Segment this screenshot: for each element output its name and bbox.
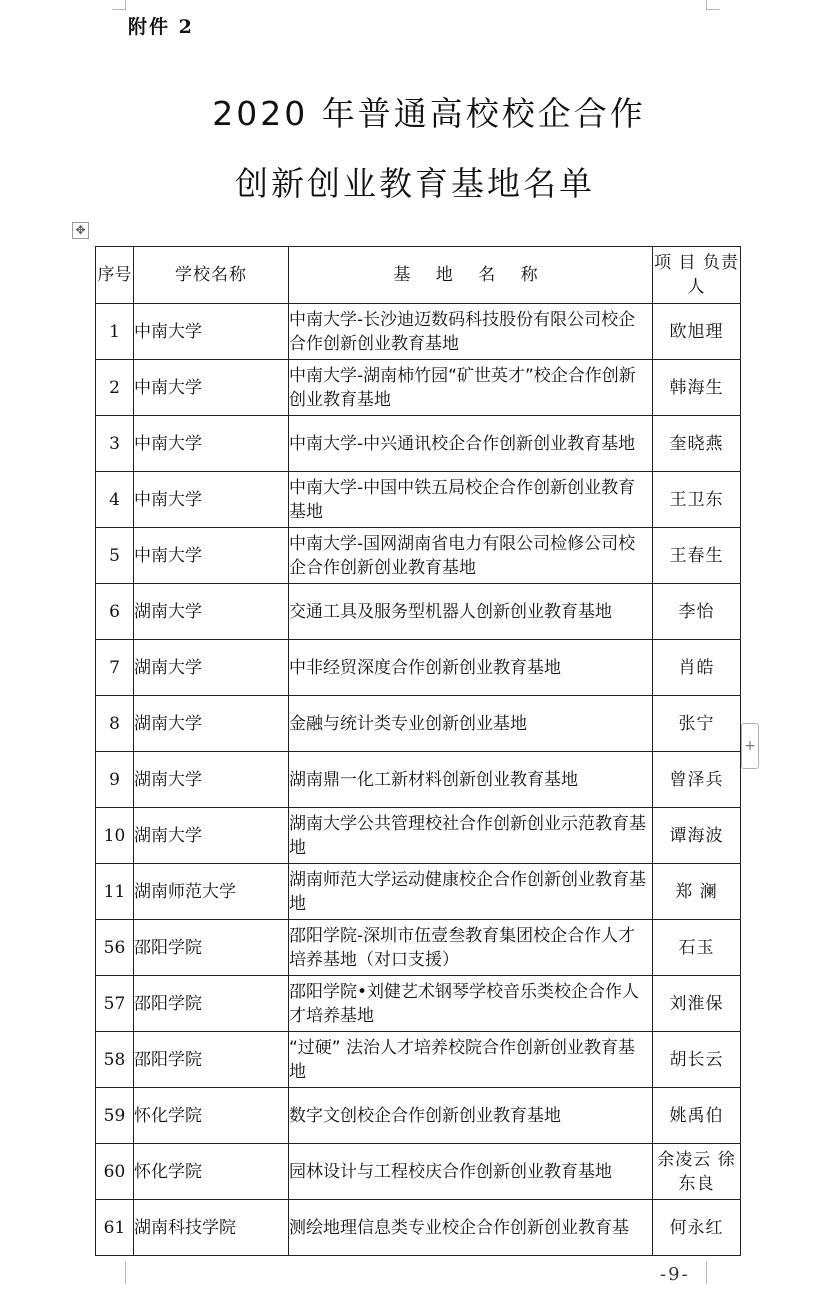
cell-base: 中南大学-长沙迪迈数码科技股份有限公司校企合作创新创业教育基地 (289, 304, 653, 360)
cell-leader: 石玉 (653, 920, 741, 976)
cell-school: 中南大学 (134, 416, 289, 472)
cell-base: 邵阳学院•刘健艺术钢琴学校音乐类校企合作人才培养基地 (289, 976, 653, 1032)
cell-school: 怀化学院 (134, 1144, 289, 1200)
cell-school: 中南大学 (134, 360, 289, 416)
table-row (96, 360, 741, 416)
cell-base: 中南大学-湖南柿竹园“矿世英才”校企合作创新创业教育基地 (289, 360, 653, 416)
cell-school: 邵阳学院 (134, 976, 289, 1032)
cell-school: 湖南大学 (134, 808, 289, 864)
cell-leader: 张宁 (653, 696, 741, 752)
cell-base: 湖南鼎一化工新材料创新创业教育基地 (289, 752, 653, 808)
cell-school: 湖南科技学院 (134, 1200, 289, 1256)
cell-seq: 8 (96, 696, 134, 752)
cell-seq: 9 (96, 752, 134, 808)
cell-school: 中南大学 (134, 528, 289, 584)
cell-seq: 2 (96, 360, 134, 416)
cell-school: 中南大学 (134, 304, 289, 360)
crop-mark (125, 1262, 126, 1284)
table-header-row (96, 247, 741, 304)
cell-leader: 余凌云 徐东良 (653, 1144, 741, 1200)
cell-seq: 58 (96, 1032, 134, 1088)
header-school: 学校名称 (134, 247, 289, 304)
header-base: 基 地 名 称 (289, 247, 653, 304)
cell-base: 中非经贸深度合作创新创业教育基地 (289, 640, 653, 696)
cell-seq: 3 (96, 416, 134, 472)
document-title-line1: 2020 年普通高校校企合作 (212, 94, 646, 133)
cell-seq: 7 (96, 640, 134, 696)
cell-leader: 李怡 (653, 584, 741, 640)
cell-seq: 4 (96, 472, 134, 528)
table-row (96, 528, 741, 584)
cell-base: 邵阳学院-深圳市伍壹叁教育集团校企合作人才培养基地（对口支援） (289, 920, 653, 976)
table-row (96, 808, 741, 864)
cell-seq: 56 (96, 920, 134, 976)
table-row (96, 416, 741, 472)
cell-base: 中南大学-中兴通讯校企合作创新创业教育基地 (289, 416, 653, 472)
add-row-icon[interactable]: + (741, 723, 759, 769)
cell-school: 湖南大学 (134, 640, 289, 696)
cell-base: 数字文创校企合作创新创业教育基地 (289, 1088, 653, 1144)
table-row (96, 864, 741, 920)
cell-base: 金融与统计类专业创新创业基地 (289, 696, 653, 752)
cell-base: 园林设计与工程校庆合作创新创业教育基地 (289, 1144, 653, 1200)
cell-school: 湖南大学 (134, 584, 289, 640)
cell-leader: 王卫东 (653, 472, 741, 528)
table-row (96, 584, 741, 640)
cell-leader: 胡长云 (653, 1032, 741, 1088)
table-row (96, 472, 741, 528)
cell-seq: 60 (96, 1144, 134, 1200)
attachment-label: 附件 2 (128, 16, 194, 38)
cell-school: 湖南师范大学 (134, 864, 289, 920)
cell-school: 湖南大学 (134, 752, 289, 808)
cell-base: 湖南师范大学运动健康校企合作创新创业教育基地 (289, 864, 653, 920)
header-seq: 序号 (96, 247, 134, 304)
cell-base: 测绘地理信息类专业校企合作创新创业教育基 (289, 1200, 653, 1256)
cell-seq: 1 (96, 304, 134, 360)
cell-leader: 王春生 (653, 528, 741, 584)
cell-leader: 奎晓燕 (653, 416, 741, 472)
cell-base: 中南大学-中国中铁五局校企合作创新创业教育基地 (289, 472, 653, 528)
table-move-handle-icon[interactable]: ✥ (72, 222, 89, 239)
table-row (96, 304, 741, 360)
cell-seq: 57 (96, 976, 134, 1032)
table-row (96, 1144, 741, 1200)
cell-seq: 59 (96, 1088, 134, 1144)
table-body (96, 304, 741, 1256)
table-row (96, 1032, 741, 1088)
cell-school: 邵阳学院 (134, 920, 289, 976)
crop-mark (112, 9, 126, 10)
crop-mark (706, 9, 720, 10)
cell-base: 中南大学-国网湖南省电力有限公司检修公司校企合作创新创业教育基地 (289, 528, 653, 584)
cell-base: 交通工具及服务型机器人创新创业教育基地 (289, 584, 653, 640)
cell-leader: 谭海波 (653, 808, 741, 864)
table-row (96, 920, 741, 976)
cell-leader: 刘淮保 (653, 976, 741, 1032)
cell-seq: 10 (96, 808, 134, 864)
cell-leader: 曾泽兵 (653, 752, 741, 808)
table-row (96, 696, 741, 752)
cell-seq: 6 (96, 584, 134, 640)
cell-school: 怀化学院 (134, 1088, 289, 1144)
cell-leader: 郑 澜 (653, 864, 741, 920)
cell-school: 邵阳学院 (134, 1032, 289, 1088)
cell-leader: 肖皓 (653, 640, 741, 696)
table-row (96, 640, 741, 696)
cell-leader: 何永红 (653, 1200, 741, 1256)
page-number: -9- (660, 1264, 690, 1285)
table-row (96, 752, 741, 808)
table-row (96, 1088, 741, 1144)
table-row (96, 1200, 741, 1256)
cell-leader: 韩海生 (653, 360, 741, 416)
base-list-table (95, 246, 741, 1256)
header-leader: 项 目 负责人 (653, 247, 741, 304)
cell-seq: 5 (96, 528, 134, 584)
cell-base: 湖南大学公共管理校社合作创新创业示范教育基地 (289, 808, 653, 864)
cell-leader: 欧旭理 (653, 304, 741, 360)
cell-leader: 姚禹伯 (653, 1088, 741, 1144)
table-row (96, 976, 741, 1032)
cell-school: 中南大学 (134, 472, 289, 528)
cell-seq: 61 (96, 1200, 134, 1256)
document-title-line2: 创新创业教育基地名单 (235, 164, 595, 203)
crop-mark (706, 1262, 707, 1284)
cell-seq: 11 (96, 864, 134, 920)
cell-base: “过硬” 法治人才培养校院合作创新创业教育基地 (289, 1032, 653, 1088)
cell-school: 湖南大学 (134, 696, 289, 752)
